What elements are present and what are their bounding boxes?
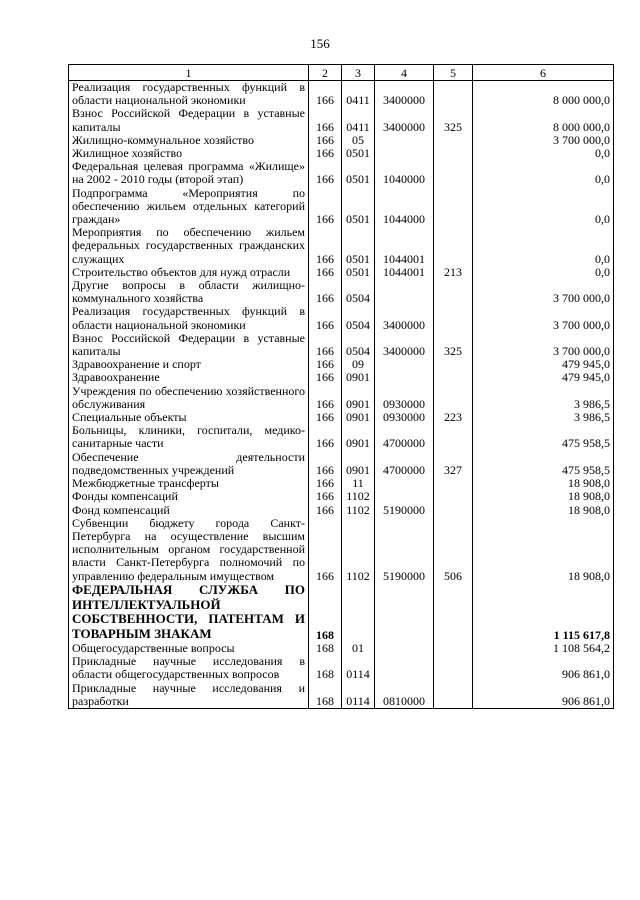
row-admin-code-cell: 166 [309,371,342,384]
row-target-code-cell: 3400000 [375,81,434,108]
row-name-cell: Здравоохранение [69,371,309,384]
row-target-code-cell: 1040000 [375,160,434,186]
row-amount-cell: 18 908,0 [473,504,614,517]
row-admin-code-cell: 166 [309,279,342,305]
row-target-code-cell [375,371,434,384]
row-section-code-cell: 0501 [342,187,375,227]
table-row [69,385,614,411]
row-target-code-cell: 1044000 [375,187,434,227]
row-section-code-cell: 0504 [342,305,375,331]
budget-table [68,64,614,709]
table-body [69,81,614,709]
row-expense-type-cell: 327 [434,451,473,477]
row-amount-cell: 0,0 [473,226,614,266]
row-amount-cell: 475 958,5 [473,451,614,477]
row-name-cell: Жилищное хозяйство [69,147,309,160]
row-name-cell: Жилищно-коммунальное хозяйство [69,134,309,147]
row-expense-type-cell: 223 [434,411,473,424]
table-row [69,279,614,305]
row-expense-type-cell [434,305,473,331]
row-admin-code-cell: 166 [309,134,342,147]
row-name-cell: Прикладные научные исследования и разработки [69,682,309,709]
row-amount-cell: 18 908,0 [473,490,614,503]
row-section-code-cell: 0114 [342,682,375,709]
row-admin-code-cell: 168 [309,682,342,709]
row-admin-code-cell: 168 [309,583,342,642]
row-section-code-cell: 0901 [342,385,375,411]
row-section-code-cell: 11 [342,477,375,490]
table-row [69,107,614,133]
row-section-code-cell: 0901 [342,371,375,384]
row-name-cell: Взнос Российской Федерации в уставные капиталы [69,332,309,358]
table-row [69,226,614,266]
row-section-code-cell: 0901 [342,451,375,477]
row-target-code-cell: 3400000 [375,332,434,358]
table-row [69,517,614,583]
row-name-cell: Фонды компенсаций [69,490,309,503]
row-name-cell: Учреждения по обеспечению хозяйственного обслуживания [69,385,309,411]
row-amount-cell: 3 700 000,0 [473,332,614,358]
row-target-code-cell [375,655,434,681]
row-section-code-cell: 1102 [342,504,375,517]
row-expense-type-cell [434,682,473,709]
row-expense-type-cell [434,187,473,227]
row-target-code-cell: 3400000 [375,305,434,331]
row-amount-cell: 3 700 000,0 [473,279,614,305]
row-admin-code-cell: 166 [309,385,342,411]
row-amount-cell: 3 700 000,0 [473,134,614,147]
row-target-code-cell [375,134,434,147]
row-admin-code-cell: 166 [309,517,342,583]
row-amount-cell: 1 115 617,8 [473,583,614,642]
row-name-cell: ФЕДЕРАЛЬНАЯ СЛУЖБА ПО ИНТЕЛЛЕКТУАЛЬНОЙ СОБСТВЕННОСТИ, ПАТЕНТАМ И ТОВАРНЫМ ЗНАКАМ [69,583,309,642]
row-target-code-cell [375,583,434,642]
table-row [69,490,614,503]
table-row [69,305,614,331]
table-row [69,371,614,384]
row-expense-type-cell [434,226,473,266]
row-section-code-cell: 0504 [342,279,375,305]
row-expense-type-cell [434,424,473,450]
table-row [69,332,614,358]
row-target-code-cell: 0810000 [375,682,434,709]
row-amount-cell: 8 000 000,0 [473,81,614,108]
row-section-code-cell: 0504 [342,332,375,358]
row-admin-code-cell: 166 [309,160,342,186]
row-name-cell: Обеспечение деятельности подведомственных учреждений [69,451,309,477]
row-name-cell: Здравоохранение и спорт [69,358,309,371]
row-amount-cell: 0,0 [473,266,614,279]
row-amount-cell: 3 986,5 [473,385,614,411]
row-target-code-cell: 1044001 [375,226,434,266]
row-amount-cell: 0,0 [473,147,614,160]
row-section-code-cell: 09 [342,358,375,371]
row-section-code-cell: 0411 [342,107,375,133]
row-section-code-cell: 0114 [342,655,375,681]
row-section-code-cell: 0901 [342,424,375,450]
row-admin-code-cell: 166 [309,358,342,371]
row-expense-type-cell [434,358,473,371]
row-target-code-cell [375,147,434,160]
row-amount-cell: 18 908,0 [473,477,614,490]
row-section-code-cell: 0501 [342,226,375,266]
row-amount-cell: 475 958,5 [473,424,614,450]
table-row [69,451,614,477]
row-target-code-cell: 4700000 [375,424,434,450]
row-expense-type-cell [434,655,473,681]
row-admin-code-cell: 166 [309,226,342,266]
row-name-cell: Подпрограмма «Мероприятия по обеспечению жильем отдельных категорий граждан» [69,187,309,227]
row-section-code-cell: 0411 [342,81,375,108]
row-name-cell: Мероприятия по обеспечению жильем федеральных государственных гражданских служащих [69,226,309,266]
column-header-4: 4 [375,65,434,81]
row-admin-code-cell: 166 [309,187,342,227]
row-admin-code-cell: 166 [309,504,342,517]
row-name-cell: Прикладные научные исследования в области общегосударственных вопросов [69,655,309,681]
row-admin-code-cell: 166 [309,332,342,358]
row-section-code-cell [342,583,375,642]
row-amount-cell: 0,0 [473,187,614,227]
row-target-code-cell [375,642,434,655]
row-expense-type-cell [434,642,473,655]
column-header-2: 2 [309,65,342,81]
row-name-cell: Больницы, клиники, госпитали, медико-санитарные части [69,424,309,450]
row-target-code-cell [375,358,434,371]
row-amount-cell: 1 108 564,2 [473,642,614,655]
row-name-cell: Федеральная целевая программа «Жилище» на 2002 - 2010 годы (второй этап) [69,160,309,186]
row-name-cell: Специальные объекты [69,411,309,424]
row-section-code-cell: 0501 [342,147,375,160]
column-header-1: 1 [69,65,309,81]
row-name-cell: Межбюджетные трансферты [69,477,309,490]
row-expense-type-cell [434,504,473,517]
row-expense-type-cell [434,371,473,384]
row-admin-code-cell: 166 [309,81,342,108]
row-amount-cell: 18 908,0 [473,517,614,583]
row-expense-type-cell [434,477,473,490]
row-target-code-cell: 0930000 [375,385,434,411]
table-row [69,655,614,681]
row-expense-type-cell: 325 [434,107,473,133]
row-name-cell: Другие вопросы в области жилищно-коммунального хозяйства [69,279,309,305]
row-amount-cell: 3 700 000,0 [473,305,614,331]
table-header-row [69,65,614,81]
row-expense-type-cell [434,134,473,147]
row-admin-code-cell: 166 [309,490,342,503]
row-admin-code-cell: 166 [309,411,342,424]
row-expense-type-cell [434,385,473,411]
row-name-cell: Фонд компенсаций [69,504,309,517]
column-header-5: 5 [434,65,473,81]
table-row [69,504,614,517]
column-header-3: 3 [342,65,375,81]
row-target-code-cell: 3400000 [375,107,434,133]
row-admin-code-cell: 166 [309,305,342,331]
row-expense-type-cell: 325 [434,332,473,358]
row-expense-type-cell: 506 [434,517,473,583]
table-row [69,424,614,450]
row-expense-type-cell [434,583,473,642]
row-amount-cell: 906 861,0 [473,655,614,681]
row-admin-code-cell: 166 [309,107,342,133]
row-admin-code-cell: 166 [309,477,342,490]
row-section-code-cell: 0501 [342,160,375,186]
row-target-code-cell: 4700000 [375,451,434,477]
row-name-cell: Взнос Российской Федерации в уставные капиталы [69,107,309,133]
row-section-code-cell: 0901 [342,411,375,424]
row-section-code-cell: 0501 [342,266,375,279]
row-admin-code-cell: 166 [309,147,342,160]
row-expense-type-cell: 213 [434,266,473,279]
row-amount-cell: 479 945,0 [473,358,614,371]
row-amount-cell: 0,0 [473,160,614,186]
row-name-cell: Реализация государственных функций в области национальной экономики [69,81,309,108]
row-name-cell: Реализация государственных функций в области национальной экономики [69,305,309,331]
row-expense-type-cell [434,81,473,108]
row-target-code-cell: 1044001 [375,266,434,279]
row-target-code-cell: 0930000 [375,411,434,424]
row-section-code-cell: 1102 [342,517,375,583]
row-admin-code-cell: 166 [309,266,342,279]
table-row [69,160,614,186]
row-target-code-cell: 5190000 [375,517,434,583]
row-expense-type-cell [434,279,473,305]
row-target-code-cell: 5190000 [375,504,434,517]
row-expense-type-cell [434,490,473,503]
row-expense-type-cell [434,160,473,186]
row-admin-code-cell: 166 [309,424,342,450]
row-section-code-cell: 05 [342,134,375,147]
row-target-code-cell [375,477,434,490]
row-expense-type-cell [434,147,473,160]
row-amount-cell: 3 986,5 [473,411,614,424]
row-amount-cell: 906 861,0 [473,682,614,709]
row-name-cell: Строительство объектов для нужд отрасли [69,266,309,279]
row-section-code-cell: 01 [342,642,375,655]
row-target-code-cell [375,490,434,503]
column-header-6: 6 [473,65,614,81]
row-amount-cell: 8 000 000,0 [473,107,614,133]
row-section-code-cell: 1102 [342,490,375,503]
table-row [69,81,614,108]
table-row [69,682,614,709]
page-number: 156 [310,36,330,51]
row-admin-code-cell: 168 [309,655,342,681]
row-name-cell: Субвенции бюджету города Санкт-Петербурга на осуществление высшим исполнительным органом государственной власти Санкт-Петербурга полномочий по управлению федеральным имуществом [69,517,309,583]
row-admin-code-cell: 166 [309,451,342,477]
table-row [69,187,614,227]
row-name-cell: Общегосударственные вопросы [69,642,309,655]
row-admin-code-cell: 168 [309,642,342,655]
table-row [69,583,614,642]
row-amount-cell: 479 945,0 [473,371,614,384]
row-target-code-cell [375,279,434,305]
